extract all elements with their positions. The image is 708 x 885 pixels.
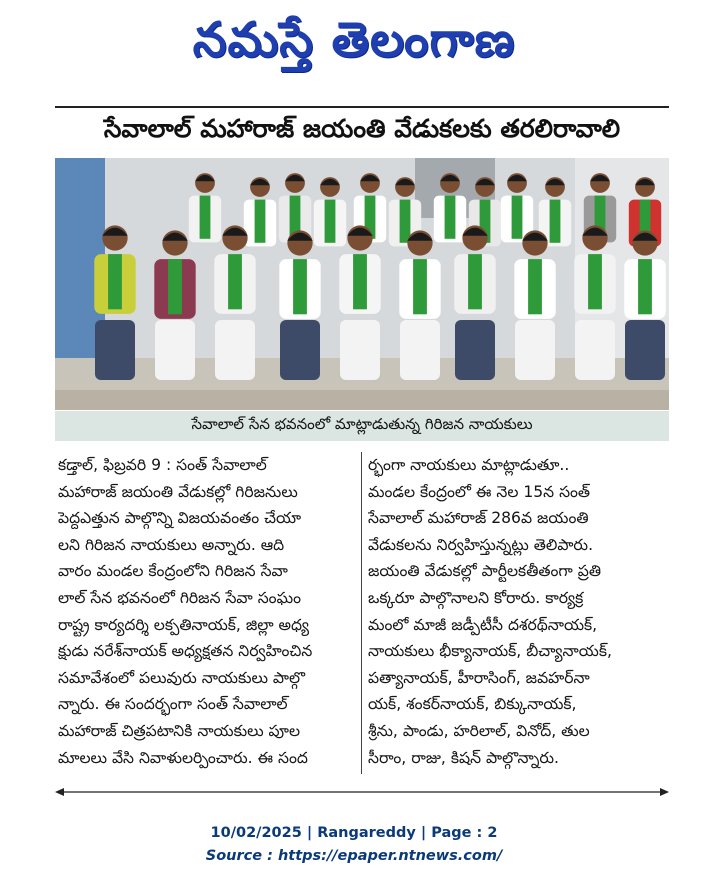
article-line: మహారాజ్ జయంతి వేడుకల్లో గిరిజనులు xyxy=(58,482,298,501)
column-divider xyxy=(361,452,362,774)
article-line: మంలో మాజీ జడ్పీటీసీ దశరథ్‌నాయక్, xyxy=(368,615,598,634)
person-legs xyxy=(455,320,495,380)
article-line: వారం మండల కేంద్రంలోని గిరిజన సేవా xyxy=(58,562,288,581)
article-line: మండల కేంద్రంలో ఈ నెల 15న సంత్ xyxy=(368,482,591,501)
person-legs xyxy=(515,320,555,380)
person-legs xyxy=(215,320,255,380)
person-legs xyxy=(155,320,195,380)
article-headline: సేవాలాల్ మహారాజ్ జయంతి వేడుకలకు తరలిరావాలి xyxy=(103,114,621,143)
clip-end-arrow-rule xyxy=(55,787,669,797)
photo-caption: సేవాలాల్ సేన భవనంలో మాట్లాడుతున్న గిరిజన నాయకులు xyxy=(55,411,669,441)
article-line: క్షుడు నరేశ్‌నాయక్ అధ్యక్షతన నిర్వహించిన xyxy=(58,642,313,661)
article-column-left xyxy=(58,452,356,771)
headline-rule xyxy=(55,106,669,108)
article-line: జయంతి వేడుకల్లో పార్టీలకతీతంగా ప్రతి xyxy=(368,562,602,581)
news-photo xyxy=(55,158,669,410)
article-line: వేడుకలను నిర్వహిస్తున్నట్లు తెలిపారు. xyxy=(368,535,594,554)
article-line: లని గిరిజన నాయకులు అన్నారు. ఆది xyxy=(58,535,285,554)
person-legs xyxy=(575,320,615,380)
page-footer xyxy=(0,822,708,868)
article-line: పెద్దఎత్తున పాల్గొన్ని విజయవంతం చేయా xyxy=(58,509,302,528)
article-line: మాలలు వేసి నివాళులర్పించారు. ఈ సంద xyxy=(58,748,308,767)
person-legs xyxy=(625,320,665,380)
article-line: ఒక్కరూ పాల్గొనాలని కోరారు. కార్యక్ర xyxy=(368,588,584,607)
newspaper-masthead xyxy=(0,0,708,92)
person-legs xyxy=(95,320,135,380)
article-line: సేవాలాల్ మహారాజ్ 286వ జయంతి xyxy=(368,509,589,528)
article-line: రాష్ట్ర కార్యదర్శి లక్పతినాయక్, జిల్లా అధ్య xyxy=(58,615,310,634)
article-line: లాల్ సేన భవనంలో గిరిజన సేవా సంఘం xyxy=(58,588,301,607)
person-legs xyxy=(340,320,380,380)
article-line: సీరాం, రాజు, కిషన్ పాల్గొన్నారు. xyxy=(368,748,560,767)
article-column-right xyxy=(368,452,668,771)
article-line: సమావేశంలో పలువురు నాయకులు పాల్గొ xyxy=(58,668,306,687)
article-line: కడ్తాల్, ఫిబ్రవరి 9 : సంత్ సేవాలాల్ xyxy=(58,456,267,474)
group-photo-illustration xyxy=(55,158,669,410)
article-line: ర్భంగా నాయకులు మాట్లాడుతూ.. xyxy=(368,456,570,474)
article-line: మహారాజ్ చిత్రపటానికి నాయకులు పూల xyxy=(58,721,301,740)
article-line: శ్రీను, పాండు, హరిలాల్, వినోద్, తుల xyxy=(368,721,590,740)
person-legs xyxy=(400,320,440,380)
article-line: న్నారు. ఈ సందర్భంగా సంత్ సేవాలాల్ xyxy=(58,695,288,714)
footer-edition-info: 10/02/2025 | Rangareddy | Page : 2 xyxy=(210,825,498,841)
footer-source-link[interactable]: Source : https://epaper.ntnews.com/ xyxy=(205,848,503,864)
article-line: నాయకులు భీక్యానాయక్, బీచ్యానాయక్, xyxy=(368,642,612,661)
article-line: పత్యానాయక్, హీరాసింగ్, జవహర్‌నా xyxy=(368,668,590,687)
article-line: యక్, శంకర్‌నాయక్, బిక్కునాయక్, xyxy=(368,695,577,714)
person-legs xyxy=(280,320,320,380)
masthead-logo: నమస్తే తెలంగాణ xyxy=(192,12,516,68)
